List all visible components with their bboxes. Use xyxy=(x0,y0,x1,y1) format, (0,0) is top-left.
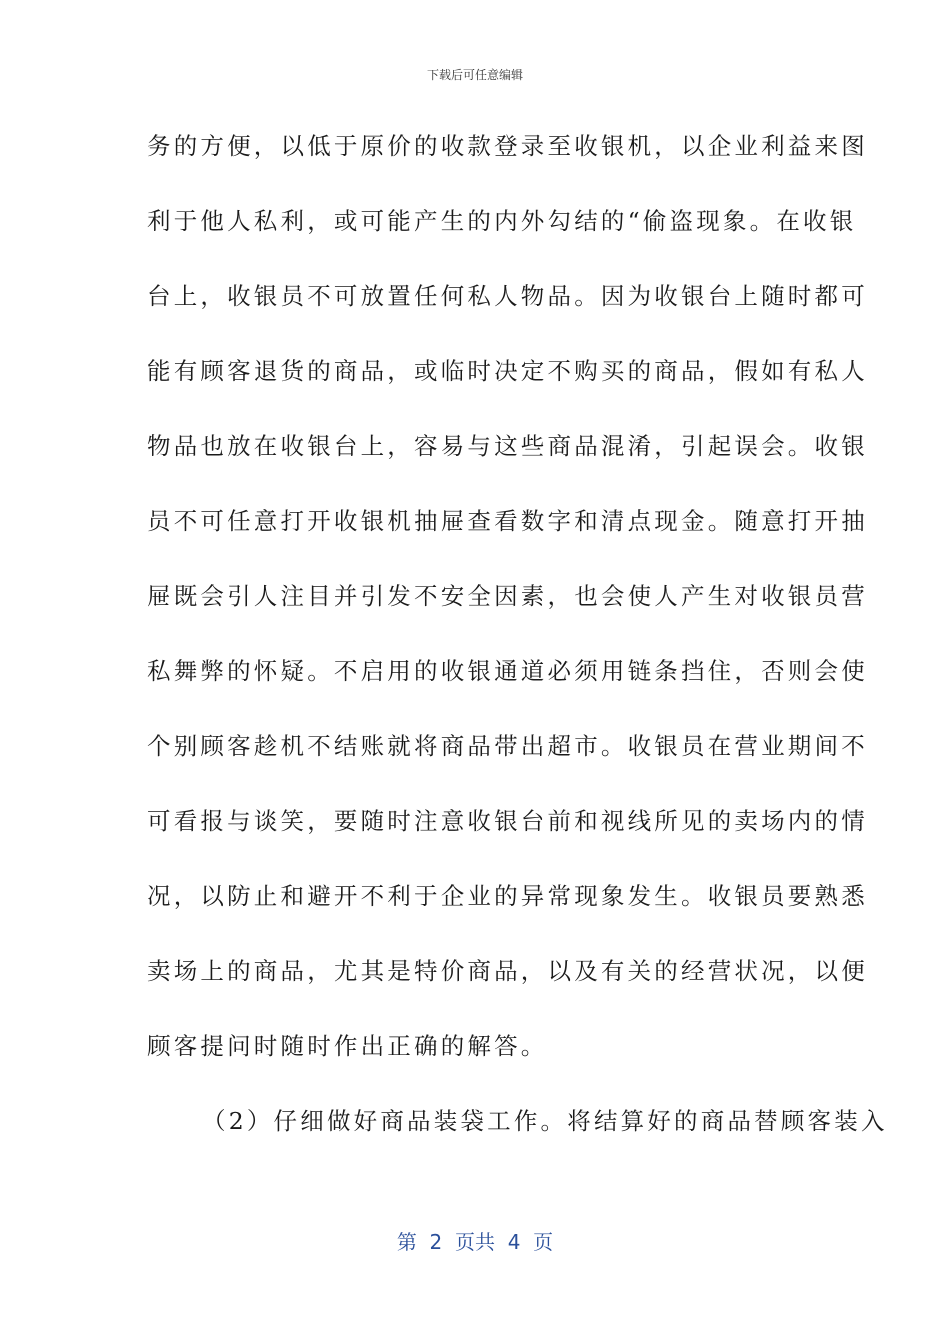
body-line: 屉既会引人注目并引发不安全因素，也会使人产生对收银员营 xyxy=(147,582,868,610)
body-line: 利于他人私利，或可能产生的内外勾结的“偷盗现象。在收银 xyxy=(147,207,857,235)
body-line: 可看报与谈笑，要随时注意收银台前和视线所见的卖场内的情 xyxy=(147,807,868,835)
body-line: 能有顾客退货的商品，或临时决定不购买的商品，假如有私人 xyxy=(147,357,868,385)
body-line: 个别顾客趁机不结账就将商品带出超市。收银员在营业期间不 xyxy=(147,732,868,760)
body-line: 况，以防止和避开不利于企业的异常现象发生。收银员要熟悉 xyxy=(147,882,868,910)
body-line: 私舞弊的怀疑。不启用的收银通道必须用链条挡住，否则会使 xyxy=(147,657,868,685)
body-line: 台上，收银员不可放置任何私人物品。因为收银台上随时都可 xyxy=(147,282,868,310)
body-line: 物品也放在收银台上，容易与这些商品混淆，引起误会。收银 xyxy=(147,432,868,460)
body-line: 顾客提问时随时作出正确的解答。 xyxy=(147,1032,548,1060)
paragraph-start-line: （2）仔细做好商品装袋工作。将结算好的商品替顾客装入 xyxy=(202,1107,888,1135)
body-line: 卖场上的商品，尤其是特价商品，以及有关的经营状况，以便 xyxy=(147,957,868,985)
page-number: 第 2 页共 4 页 xyxy=(396,1230,554,1254)
document-body xyxy=(147,126,888,1176)
body-line: 员不可任意打开收银机抽屉查看数字和清点现金。随意打开抽 xyxy=(147,507,868,535)
body-line: 务的方便，以低于原价的收款登录至收银机，以企业利益来图 xyxy=(147,132,868,160)
header-note: 下载后可任意编辑 xyxy=(426,68,523,82)
